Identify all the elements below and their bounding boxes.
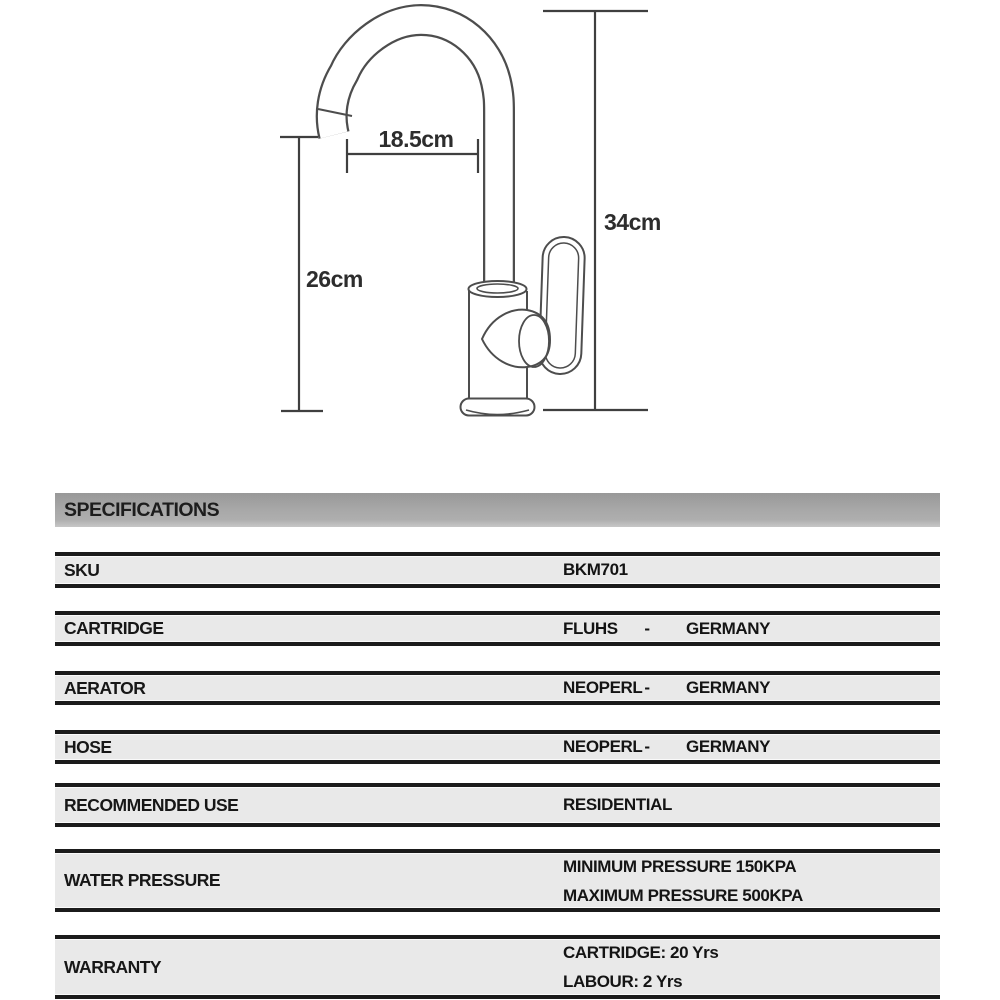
spec-row-warranty — [55, 935, 940, 999]
brand-origin-separator: - — [644, 737, 650, 756]
specifications-header-label: SPECIFICATIONS — [64, 498, 220, 521]
dimension-label-overall-height: 34cm — [604, 209, 661, 235]
minimum-pressure-value: MINIMUM PRESSURE 150KPA — [563, 856, 797, 876]
brand-origin-separator: - — [644, 678, 650, 697]
spec-row-value — [563, 560, 628, 580]
faucet-technical-drawing — [0, 0, 1000, 497]
spec-row-value — [563, 619, 770, 639]
spec-row-value — [563, 678, 770, 698]
spec-row-label: RECOMMENDED USE — [64, 794, 239, 815]
spec-row-hose — [55, 730, 940, 764]
brand-name: FLUHS — [563, 618, 618, 638]
dimension-label-spout-reach: 18.5cm — [378, 126, 454, 152]
spec-row-value — [563, 938, 718, 996]
spec-row-label: HOSE — [64, 736, 112, 757]
brand-name: NEOPERL — [563, 737, 643, 756]
brand-origin-separator: - — [644, 618, 650, 638]
sku-value: BKM701 — [563, 560, 628, 579]
spec-row-cartridge — [55, 611, 940, 646]
recommended-use-value: RESIDENTIAL — [563, 795, 672, 814]
origin-country: GERMANY — [686, 737, 771, 756]
maximum-pressure-value: MAXIMUM PRESSURE 500KPA — [563, 885, 803, 905]
faucet-base — [461, 399, 535, 416]
brand-name: NEOPERL — [563, 678, 643, 697]
spec-row-label: CARTRIDGE — [64, 618, 164, 638]
origin-country: GERMANY — [686, 678, 771, 697]
spec-row-water-pressure — [55, 849, 940, 912]
specifications-header — [55, 493, 940, 527]
dimension-label-height-to-outlet: 26cm — [306, 266, 363, 292]
spec-row-value — [563, 737, 770, 757]
spec-row-value — [563, 852, 803, 910]
spec-row-label: WARRANTY — [64, 956, 162, 977]
labour-warranty-value: LABOUR: 2 Yrs — [563, 972, 683, 991]
spec-row-label: AERATOR — [64, 677, 146, 698]
origin-country: GERMANY — [686, 618, 771, 638]
spec-row-value — [563, 795, 672, 815]
cartridge-warranty-value: CARTRIDGE: 20 Yrs — [563, 943, 719, 962]
spec-row-label: WATER PRESSURE — [64, 870, 221, 890]
spec-row-label: SKU — [64, 559, 100, 580]
spec-row-aerator — [55, 671, 940, 705]
spec-row-sku — [55, 552, 940, 588]
spec-row-recommended-use — [55, 783, 940, 827]
